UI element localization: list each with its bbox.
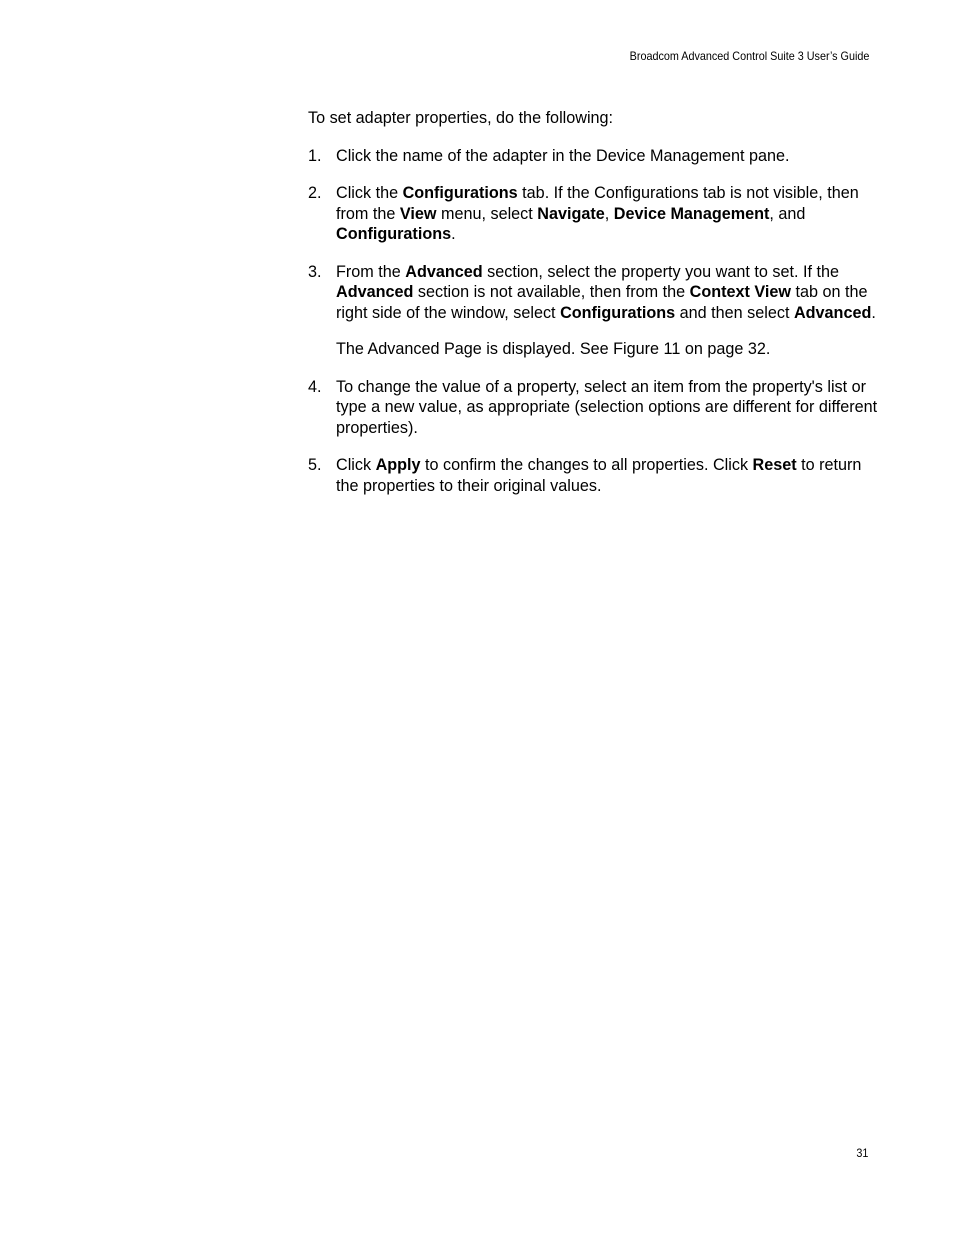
step-text-run: Click the name of the adapter in the Device Management pane.	[336, 146, 790, 165]
step-emphasis: Advanced	[793, 303, 872, 322]
step-text	[336, 455, 878, 496]
intro-paragraph: To set adapter properties, do the following:	[308, 109, 614, 127]
page-number: 31	[855, 1146, 868, 1160]
step-text	[336, 146, 878, 167]
step-text	[336, 262, 878, 324]
step-text-run: tab on the right side of the window, select	[336, 283, 868, 322]
step-text-run: and then select	[675, 303, 794, 322]
step-emphasis: Configurations	[402, 184, 518, 202]
step-emphasis: Reset	[752, 456, 797, 474]
step-emphasis: Advanced	[405, 262, 483, 281]
step-text-run: section, select the property you want to set. If the	[482, 262, 839, 281]
step-text	[336, 183, 878, 245]
step-text	[336, 377, 878, 439]
step-text-run: From the	[336, 262, 406, 281]
steps-list	[308, 146, 878, 497]
step-emphasis: Advanced	[336, 283, 414, 301]
step-emphasis: Navigate	[537, 204, 605, 223]
step-emphasis: Configurations	[560, 303, 676, 322]
step-item	[308, 262, 878, 360]
step-number: 3.	[308, 262, 322, 281]
document-body	[308, 108, 878, 513]
step-text-run: to return the properties to their original values.	[336, 456, 862, 495]
step-item	[308, 146, 878, 167]
step-text-run: .	[871, 303, 876, 322]
step-text-run: , and	[769, 204, 806, 223]
step-item	[308, 377, 878, 439]
step-text-run: Click the	[336, 184, 403, 202]
running-header: Broadcom Advanced Control Suite 3 User’s Guide	[629, 49, 869, 63]
step-item	[308, 183, 878, 245]
step-emphasis: View	[399, 204, 437, 223]
step-text-run: to confirm the changes to all properties. Click	[420, 456, 753, 474]
step-number: 4.	[308, 377, 322, 396]
step-emphasis: Apply	[375, 456, 421, 474]
step-text-run: section is not available, then from the	[413, 283, 690, 301]
step-emphasis: Context View	[689, 283, 791, 301]
step-note: The Advanced Page is displayed. See Figure 11 on page 32.	[336, 340, 771, 358]
step-text-run: ,	[604, 204, 614, 223]
step-number: 2.	[308, 184, 322, 202]
step-text-run: Click	[336, 456, 376, 474]
step-item	[308, 455, 878, 496]
step-number: 1.	[308, 146, 322, 165]
step-text-run: To change the value of a property, select an item from the property's list or type a new value, as appropriate (selection options are different for different properties).	[336, 377, 878, 437]
step-text-run: tab. If the Configurations tab is not visible, then from the	[336, 184, 859, 223]
step-emphasis: Device Management	[613, 204, 770, 223]
step-text-run: .	[451, 225, 456, 243]
step-emphasis: Configurations	[336, 225, 452, 243]
step-text-run: menu, select	[436, 204, 538, 223]
step-number: 5.	[308, 456, 322, 474]
